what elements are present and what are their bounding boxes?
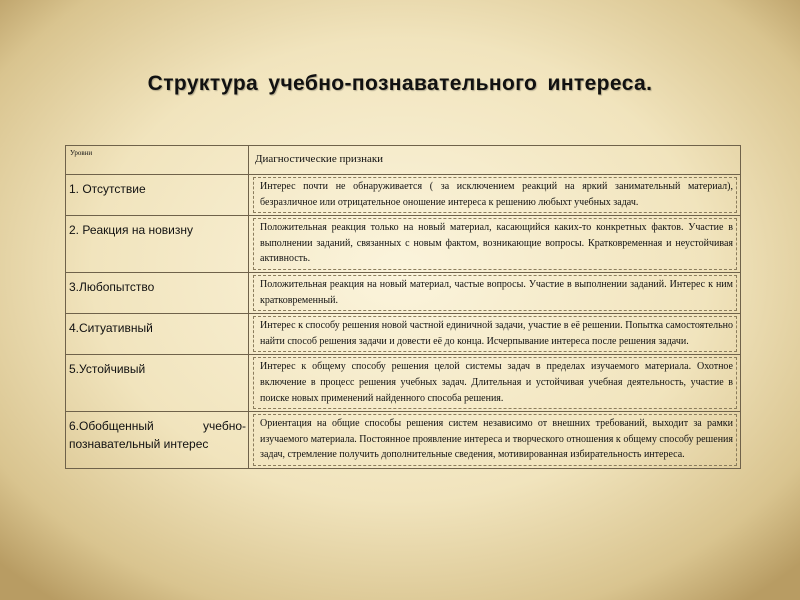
table-row [66, 272, 741, 313]
header-signs: Диагностические признаки [249, 146, 741, 175]
table-row [66, 175, 741, 216]
table-row [66, 216, 741, 273]
level-cell: 5.Устойчивый [66, 355, 249, 412]
slide-title: Структура учебно-познавательного интереса. [147, 72, 653, 95]
description-cell: Интерес к общему способу решения целой системы задач в пределах изучаемого материала. Охотное включение в процесс решения учебных задач. Длительная и устойчивая учебная деятельность, участие в поиске новых применений найденного способа решения. [253, 357, 737, 409]
table-row [66, 355, 741, 412]
level-cell: 6.Обобщенный учебно-познавательный интерес [66, 412, 249, 469]
table-header-row [66, 146, 741, 175]
table-row [66, 412, 741, 469]
level-cell: 1. Отсутствие [66, 175, 249, 216]
level-cell: 3.Любопытство [66, 272, 249, 313]
description-cell: Интерес почти не обнаруживается ( за исключением реакций на яркий занимательный материал), безразличное или отрицательное оношение интереса к решению любыхт учебных задач. [253, 177, 737, 213]
table-row [66, 314, 741, 355]
header-levels: Уровни [66, 146, 249, 175]
levels-table [65, 145, 741, 469]
level-cell: 2. Реакция на новизну [66, 216, 249, 273]
description-cell: Положительная реакция только на новый материал, касающийся каких-то конкретных фактов. Участие в выполнении заданий, связанных с новым фактом, возникающие вопросы. Кратковременная и неустойчивая активность. [253, 218, 737, 270]
description-cell: Интерес к способу решения новой частной единичной задачи, участие в её решении. Попытка самостоятельно найти способ решения задачи и довести её до конца. Исчерпывание интереса после решения задачи. [253, 316, 737, 352]
level-cell: 4.Ситуативный [66, 314, 249, 355]
description-cell: Ориентация на общие способы решения систем независимо от внешних требований, выходит за рамки изучаемого материала. Постоянное проявление интереса и творческого отношения к общему способу решения задач, стремление получить дополнительные сведения, мотивированная избирательность интереса. [253, 414, 737, 466]
description-cell: Положительная реакция на новый материал, частые вопросы. Участие в выполнении заданий. Интерес к ним кратковременный. [253, 275, 737, 311]
